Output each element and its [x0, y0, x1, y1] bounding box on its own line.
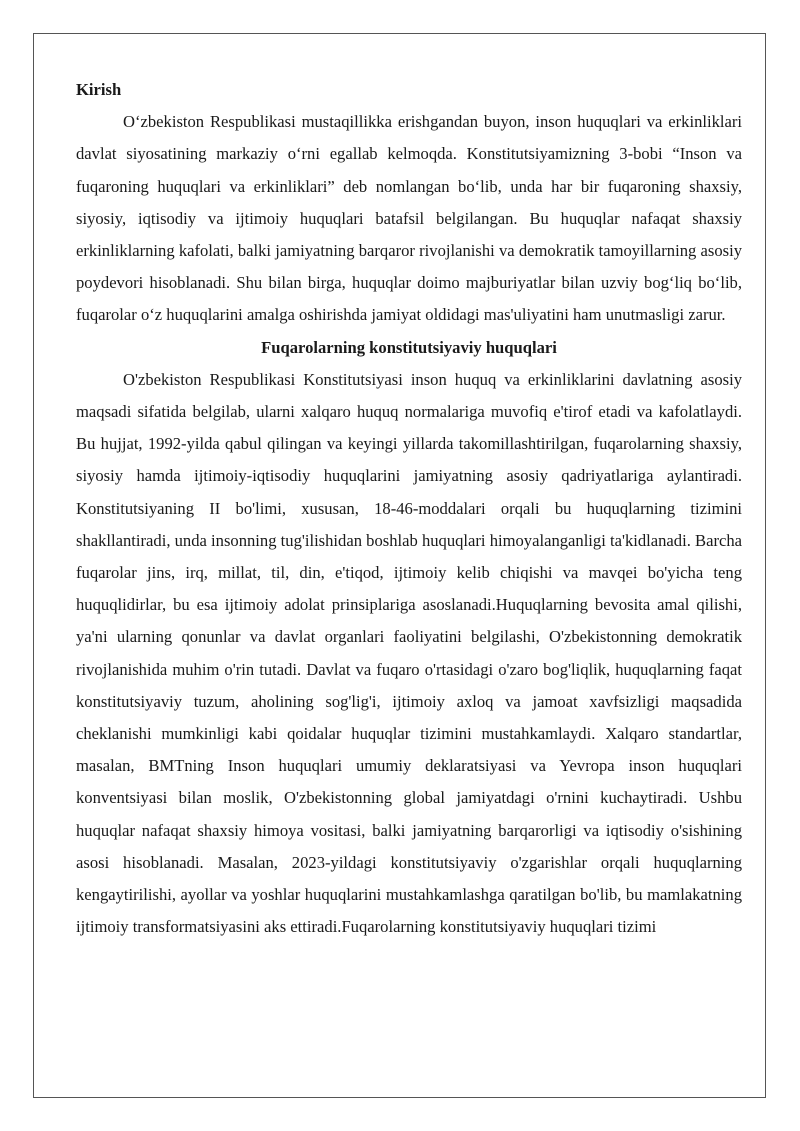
section-heading: Fuqarolarning konstitutsiyaviy huquqlari — [261, 337, 557, 357]
intro-paragraph: O‘zbekiston Respublikasi mustaqillikka erishgandan buyon, inson huquqlari va erkinliklari davlat siyosatining markaziy o‘rni egallab kelmoqda. Konstitutsiyamizning 3-bobi “Inson va fuqaroning huquqlari va erkinliklari” deb nomlangan bo‘lib, unda har bir fuqaroning shaxsiy, siyosiy, iqtisodiy va ijtimoiy huquqlari batafsil belgilangan. Bu huquqlar nafaqat shaxsiy erkinliklarning kafolati, balki jamiyatning barqaror rivojlanishi va demokratik tamoyillarning asosiy poydevori hisoblanadi. Shu bilan birga, huquqlar doimo majburiyatlar bilan uzviy bog‘liq bo‘lib, fuqarolar o‘z huquqlarini amalga oshirishda jamiyat oldidagi mas'uliyatini ham unutmasligi zarur. — [76, 112, 742, 325]
intro-heading: Kirish — [76, 80, 122, 99]
page-frame — [33, 33, 766, 1098]
section-paragraph: O'zbekiston Respublikasi Konstitutsiyasi inson huquq va erkinliklarini davlatning asosiy maqsadi sifatida belgilab, ularni xalqaro huquq normalariga muvofiq e'tirof etadi va kafolatlaydi. Bu hujjat, 1992-yilda qabul qilingan va keyingi yillarda takomillashtirilgan, fuqarolarning shaxsiy, siyosiy hamda ijtimoiy-iqtisodiy huquqlarini jamiyatning asosiy qadriyatlariga aylantiradi. Konstitutsiyaning II bo'limi, xususan, 18-46-moddalari orqali bu huquqlarning tizimini shakllantiradi, unda insonning tug'ilishidan boshlab huquqlari himoyalanganligi ta'kidlanadi. Barcha fuqarolar jins, irq, millat, til, din, e'tiqod, ijtimoiy kelib chiqishi va mavqei bo'yicha teng huquqlidirlar, bu esa ijtimoiy adolat prinsiplariga asoslanadi.Huquqlarning bevosita amal qilishi, ya'ni ularning qonunlar va davlat organlari faoliyatini belgilashi, O'zbekistonning demokratik rivojlanishida muhim o'rin tutadi. Davlat va fuqaro o'rtasidagi o'zaro bog'liqlik, huquqlarning faqat konstitutsiyaviy tuzum, aholining sog'lig'i, ijtimoiy axloq va jamoat xavfsizligi maqsadida cheklanishi mumkinligi kabi qoidalar huquqlar tizimini mustahkamlaydi. Xalqaro standartlar, masalan, BMTning Inson huquqlari umumiy deklaratsiyasi va Yevropa inson huquqlari konventsiyasi bilan moslik, O'zbekistonning global jamiyatdagi o'rnini kuchaytiradi. Ushbu huquqlar nafaqat shaxsiy himoya vositasi, balki jamiyatning barqarorligi va iqtisodiy o'sishining asosi hisoblanadi. Masalan, 2023-yildagi konstitutsiyaviy o'zgarishlar orqali huquqlarning kengaytirilishi, ayollar va yoshlar huquqlarini mustahkamlashga qaratilgan bo'lib, bu mamlakatning ijtimoiy transformatsiyasini aks ettiradi.Fuqarolarning konstitutsiyaviy huquqlari tizimi — [76, 369, 742, 937]
document-body — [76, 74, 742, 943]
